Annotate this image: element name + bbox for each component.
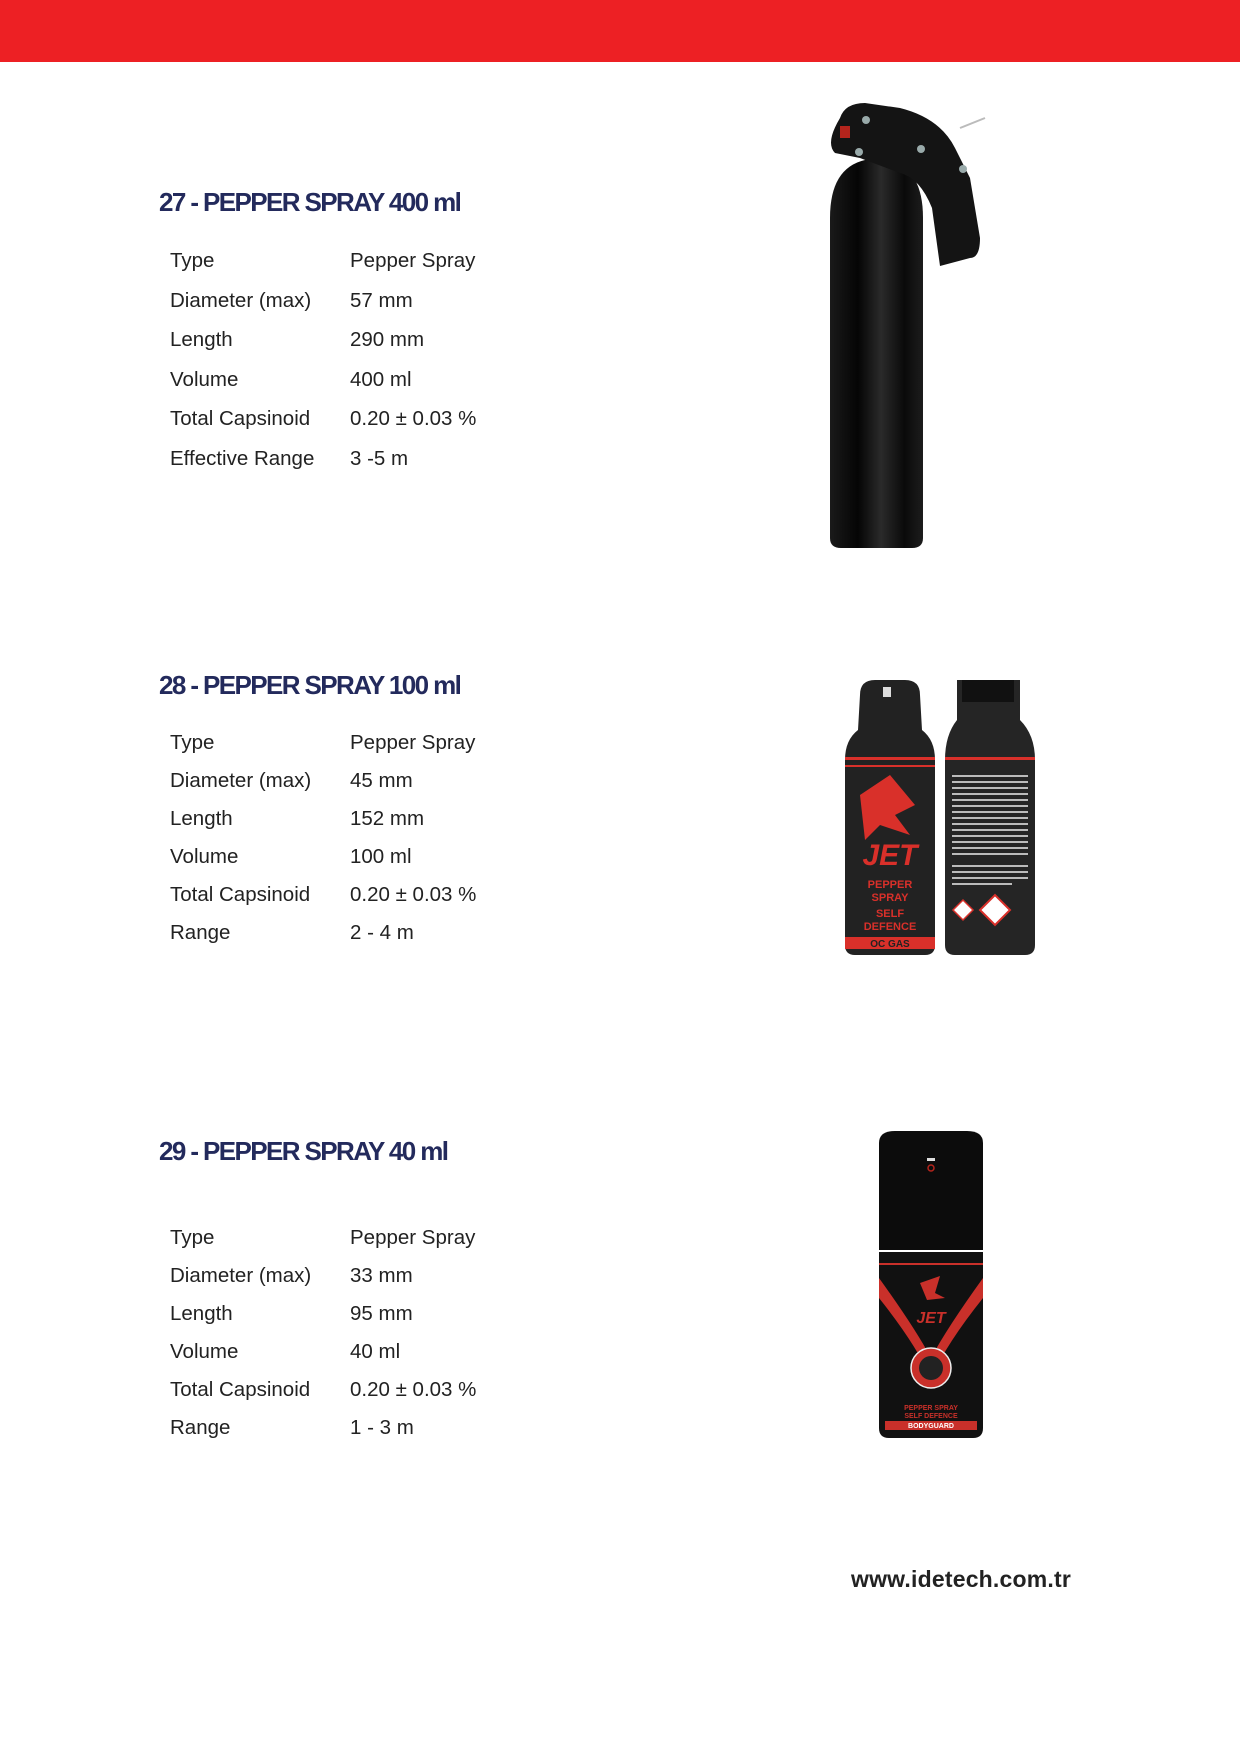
spec-label: Length bbox=[170, 807, 233, 830]
spec-label: Type bbox=[170, 249, 215, 272]
spec-label: Total Capsinoid bbox=[170, 883, 311, 906]
svg-text:SELF: SELF bbox=[875, 908, 905, 920]
spec-value: Pepper Spray bbox=[350, 249, 476, 272]
spec-value: 40 ml bbox=[350, 1340, 401, 1363]
spec-value: 400 ml bbox=[350, 367, 412, 391]
spec-value: 152 mm bbox=[350, 807, 425, 830]
spec-label: Diameter (max) bbox=[170, 288, 312, 312]
can-brand-text: JET bbox=[862, 839, 918, 872]
spec-value: 33 mm bbox=[350, 1264, 413, 1287]
spec-value: Pepper Spray bbox=[350, 731, 476, 754]
product-title: 29 - PEPPER SPRAY 40 ml bbox=[159, 1136, 448, 1166]
spec-value: 1 - 3 m bbox=[350, 1416, 414, 1439]
spec-label: Total Capsinoid bbox=[170, 407, 311, 430]
svg-text:DEFENCE: DEFENCE bbox=[863, 921, 917, 933]
spec-label: Length bbox=[170, 1302, 233, 1325]
spec-label: Volume bbox=[170, 367, 239, 391]
spec-value: 100 ml bbox=[350, 845, 412, 868]
pepper-spray-100ml-image bbox=[840, 675, 1045, 960]
pepper-spray-400ml-image bbox=[820, 98, 995, 553]
spec-value: 57 mm bbox=[350, 288, 413, 312]
spec-label: Effective Range bbox=[170, 446, 315, 470]
svg-text:BODYGUARD: BODYGUARD bbox=[908, 1423, 954, 1430]
spec-label: Diameter (max) bbox=[170, 769, 312, 792]
spec-value: 0.20 ± 0.03 % bbox=[350, 1378, 477, 1401]
spec-value: 3 -5 m bbox=[350, 446, 409, 470]
spec-label: Total Capsinoid bbox=[170, 1378, 311, 1401]
spec-label: Type bbox=[170, 1226, 215, 1249]
spec-value: 45 mm bbox=[350, 769, 413, 792]
spec-value: Pepper Spray bbox=[350, 1226, 476, 1249]
svg-text:SELF DEFENCE: SELF DEFENCE bbox=[904, 1413, 958, 1420]
pepper-spray-40ml-image bbox=[875, 1128, 987, 1443]
spec-value: 2 - 4 m bbox=[350, 921, 414, 944]
website-url[interactable]: www.idetech.com.tr bbox=[851, 1566, 1072, 1592]
spec-label: Diameter (max) bbox=[170, 1264, 312, 1287]
spec-label: Volume bbox=[170, 845, 239, 868]
svg-text:PEPPER SPRAY: PEPPER SPRAY bbox=[904, 1405, 958, 1412]
product-title: 28 - PEPPER SPRAY 100 ml bbox=[159, 670, 461, 700]
svg-text:PEPPER: PEPPER bbox=[867, 879, 913, 891]
product-title: 27 - PEPPER SPRAY 400 ml bbox=[159, 187, 461, 217]
svg-text:JET: JET bbox=[916, 1310, 946, 1327]
spec-label: Type bbox=[170, 731, 215, 754]
spec-value: 0.20 ± 0.03 % bbox=[350, 883, 477, 906]
spec-value: 290 mm bbox=[350, 328, 425, 351]
spec-label: Volume bbox=[170, 1340, 239, 1363]
spec-label: Range bbox=[170, 921, 231, 944]
svg-text:SPRAY: SPRAY bbox=[871, 892, 909, 904]
spec-label: Range bbox=[170, 1416, 231, 1439]
spec-value: 0.20 ± 0.03 % bbox=[350, 407, 477, 430]
spec-value: 95 mm bbox=[350, 1302, 413, 1325]
svg-text:OC GAS: OC GAS bbox=[870, 939, 910, 950]
header-red-bar bbox=[0, 0, 1240, 62]
spec-label: Length bbox=[170, 328, 233, 351]
